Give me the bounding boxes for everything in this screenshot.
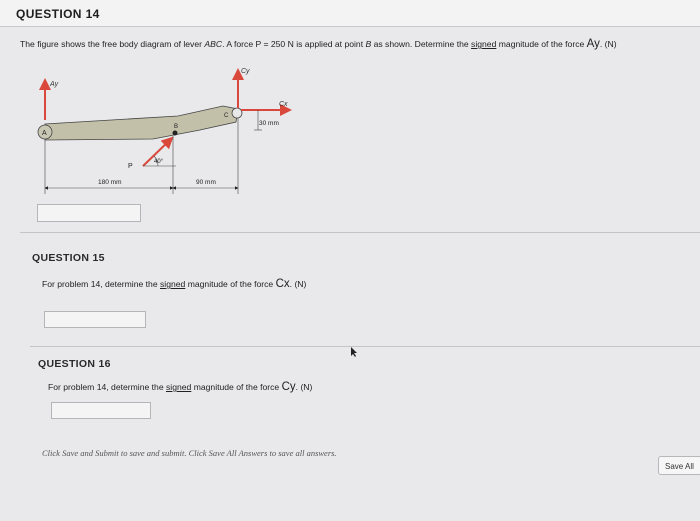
prompt-force-name: Cy (281, 381, 296, 393)
prompt-signed: signed (159, 279, 186, 289)
prompt-force-name: Cx (275, 278, 290, 290)
label-b: B (174, 124, 179, 130)
question-14-header-bar (0, 0, 700, 27)
prompt-text: . A force P = 250 N is applied at point (222, 39, 366, 49)
label-p: P (128, 163, 133, 170)
question-15-title: QUESTION 15 (32, 252, 105, 264)
prompt-unit: . (N) (295, 382, 313, 392)
label-cy: Cy (241, 68, 250, 75)
prompt-point-name: B (365, 39, 372, 49)
prompt-force-name: Ay (586, 38, 600, 50)
prompt-lever-name: ABC (204, 39, 223, 49)
prompt-text: as shown. Determine the (371, 39, 472, 49)
prompt-unit: . (N) (599, 39, 617, 49)
prompt-text: magnitude of the force (185, 279, 276, 289)
label-ay: Ay (50, 81, 59, 88)
mouse-cursor-icon (350, 347, 358, 357)
prompt-text: For problem 14, determine the (48, 382, 166, 392)
prompt-signed: signed (165, 382, 192, 392)
question-14-title: QUESTION 14 (16, 7, 100, 21)
point-b (173, 131, 178, 136)
label-a: A (42, 130, 47, 137)
label-c: C (224, 113, 229, 119)
label-angle: 40° (154, 159, 164, 165)
prompt-text: The figure shows the free body diagram of lever (20, 39, 205, 49)
question-15-prompt (42, 278, 306, 290)
free-body-diagram (28, 60, 328, 200)
label-dim-30: 30 mm (259, 120, 279, 127)
pin-c (232, 108, 242, 118)
prompt-text: For problem 14, determine the (42, 279, 160, 289)
separator-15-16 (30, 346, 700, 347)
label-cx: Cx (279, 101, 288, 108)
question-14-answer-input[interactable] (37, 204, 141, 222)
question-15-answer-input[interactable] (44, 311, 146, 328)
question-16-title: QUESTION 16 (38, 358, 111, 370)
separator-14-15 (20, 232, 700, 233)
save-instructions: Click Save and Submit to save and submit. Click Save All Answers to save all answers. (42, 448, 337, 458)
save-all-answers-button[interactable]: Save All (658, 456, 700, 475)
question-14-prompt (20, 38, 617, 50)
prompt-text: magnitude of the force (191, 382, 282, 392)
prompt-signed: signed (471, 39, 497, 49)
question-16-prompt (48, 381, 312, 393)
label-dim-90: 90 mm (196, 179, 216, 186)
label-dim-180: 180 mm (98, 179, 122, 186)
question-16-answer-input[interactable] (51, 402, 151, 419)
prompt-text: magnitude of the force (496, 39, 587, 49)
prompt-unit: . (N) (289, 279, 307, 289)
lever-body (45, 106, 238, 140)
